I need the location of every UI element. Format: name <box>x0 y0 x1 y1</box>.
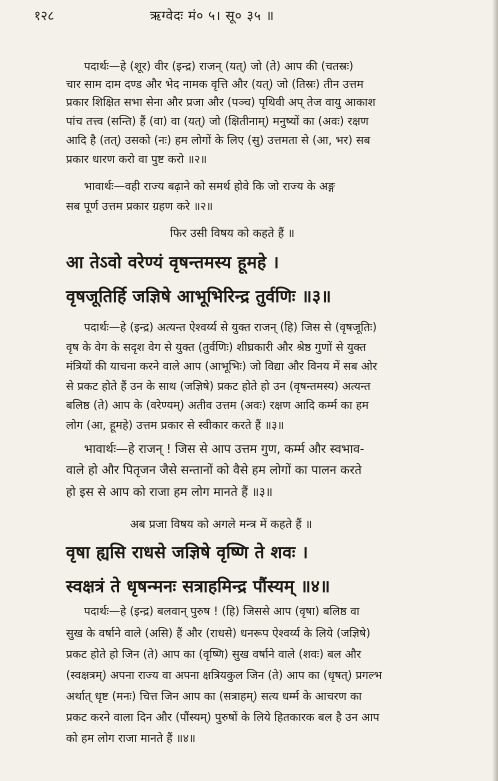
padartha-3-line-3: मंत्रियों की याचना करने वाले आप (आभूभिः) जो विद्या और विनय में सब ओर <box>66 360 378 373</box>
padartha-2-line-6: प्रकार धारण करो वा पुष्ट करो ॥२॥ <box>66 153 207 166</box>
padartha-4-line-2: सुख के वर्षाने वाले (असि) हैं और (राधसे) धनरूप ऐश्वर्य्य के लिये (जज्ञिषे) <box>66 627 371 640</box>
running-header-title: ऋग्वेदः मं० ५। सू० ३५ ॥ <box>150 9 275 24</box>
running-header <box>0 0 498 24</box>
mantra-4-line-2: स्वक्षत्रं ते धृषन्मनः सत्राहमिन्द्र पौंस्यम् ॥४॥ <box>66 577 331 597</box>
mantra-4-line-1: वृषा ह्यसि राधसे जज्ञिषे वृष्णि ते शवः । <box>66 543 309 563</box>
padartha-2-line-2: चार साम दाम दण्ड और भेद नामक वृत्ति और (यत्) जो (तिस्रः) तीन उत्तम <box>66 78 364 91</box>
bhavartha-2-line-1: भावार्थः—वही राज्य बढ़ाने को समर्थ होवे कि जो राज्य के अङ्ग <box>84 180 335 193</box>
mantra-3-line-2: वृषजूतिर्हि जज्ञिषे आभूभिरिन्द्र तुर्वणिः ॥३॥ <box>66 287 332 307</box>
padartha-4-line-3: प्रकट होते हो जिन (ते) आप का (वृष्णि) सुख वर्षाने वाले (शवः) बल और <box>66 648 362 661</box>
padartha-2-line-4: पांच तत्त्व (सन्ति) हैं (वा) वा (यत्) जो (क्षितीनाम्) मनुष्यों का (अवः) रक्षण <box>66 115 369 128</box>
padartha-2-line-1: पदार्थः—हे (शूर) वीर (इन्द्र) राजन् (यत्) जो (ते) आप की (चतस्रः) <box>84 60 354 73</box>
mantra-3-line-1: आ तेऽवो वरेण्यं वृषन्तमस्य हूमहे । <box>66 253 280 273</box>
bhavartha-3-line-1: भावार्थः—हे राजन् ! जिस से आप उत्तम गुण, कर्म्म और स्वभाव- <box>84 442 365 456</box>
bhavartha-2-line-2: सब पूर्ण उत्तम प्रकार ग्रहण करे ॥२॥ <box>66 200 213 213</box>
page-number: १२८ <box>34 9 55 24</box>
mantra-3-intro: फिर उसी विषय को कहते हैं ॥ <box>170 226 295 240</box>
scan-edge-shadow <box>492 0 498 781</box>
padartha-4-line-5: अर्थात् धृष्ट (मनः) चित्त जिन आप का (सत्राहम्) सत्य धर्म्म के आचरण का <box>66 690 362 703</box>
padartha-4-line-1: पदार्थः—हे (इन्द्र) बलवान् पुरुष ! (हि) जिससे आप (वृषा) बलिष्ठ वा <box>84 605 360 618</box>
padartha-3-line-2: वृष के वेग के सदृश वेग से युक्त (तुर्वणिः) शीघ्रकारी और श्रेष्ठ गुणों से युक्त <box>66 341 367 354</box>
mantra-4-intro: अब प्रजा विषय को अगले मन्त्र में कहते हैं ॥ <box>130 517 313 531</box>
padartha-4-line-7: को हम लोग राजा मानते हैं ॥४॥ <box>66 732 196 745</box>
padartha-3-line-1: पदार्थः—हे (इन्द्र) अत्यन्त ऐश्वर्य्य से युक्त राजन् (हि) जिस से (वृषजूतिः) <box>84 321 377 334</box>
padartha-4-line-6: प्रकट करने वाला दिन और (पौंस्यम्) पुरुषों के लिये हितकारक बल है उन आप <box>66 711 380 724</box>
padartha-2-line-3: प्रकार शिक्षित सभा सेना और प्रजा और (पञ्च) पृथिवी अप् तेज वायु आकाश <box>66 96 376 109</box>
padartha-3-line-6: लोग (आ, हूमहे) उत्तम प्रकार से स्वीकार करते हैं ॥३॥ <box>66 419 284 432</box>
bhavartha-3-line-2: वाले हो और पितृजन जैसे सन्तानों को वैसे हम लोगों का पालन करते <box>66 463 362 477</box>
padartha-4-line-4: (स्वक्षत्रम्) अपना राज्य वा अपना क्षत्रियकुल जिन (ते) आप का (धृषत्) प्रगल्भ <box>66 669 382 682</box>
bhavartha-3-line-3: हो इस से आप को राजा हम लोग मानते हैं ॥३॥ <box>66 485 273 499</box>
padartha-2-line-5: आदि है (तत्) उसको (नः) हम लोगों के लिए (सु) उत्तमता से (आ, भर) सब <box>66 134 371 147</box>
padartha-3-line-4: से प्रकट होते हैं उन के साथ (जज्ञिषे) प्रकट होते हो उन (वृषन्तमस्य) अत्यन्त <box>66 380 371 393</box>
padartha-3-line-5: बलिष्ठ (ते) आप के (वरेण्यम्) अतीव उत्तम (अवः) रक्षण आदि कर्म्म का हम <box>66 399 369 412</box>
